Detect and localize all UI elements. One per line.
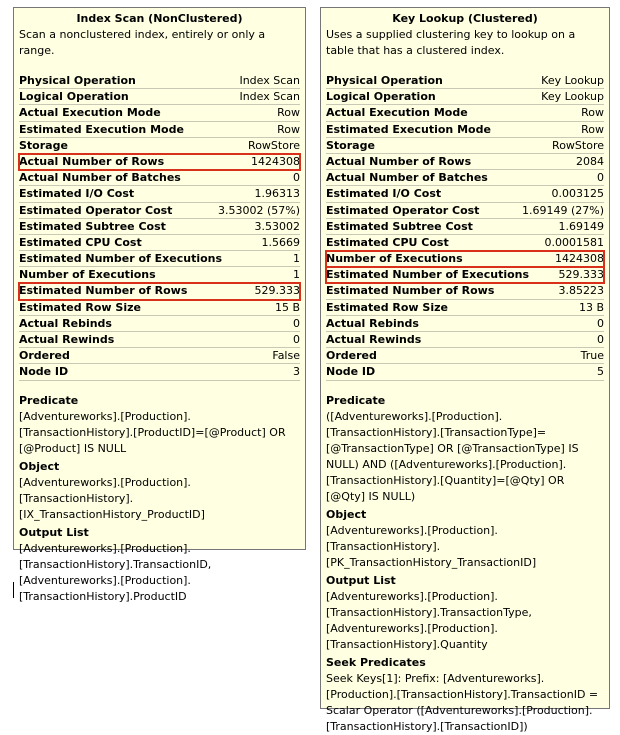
property-label: Estimated Operator Cost bbox=[19, 203, 173, 217]
property-value: RowStore bbox=[248, 138, 300, 152]
detail-section bbox=[19, 459, 300, 523]
property-value: Row bbox=[277, 122, 300, 136]
property-row bbox=[326, 105, 604, 121]
text-cursor bbox=[13, 582, 14, 598]
index-scan-tooltip bbox=[13, 7, 306, 603]
property-row bbox=[326, 170, 604, 186]
property-value: 3.53002 bbox=[254, 219, 300, 233]
property-value: 3.53002 (57%) bbox=[217, 203, 300, 217]
property-row bbox=[19, 105, 300, 121]
property-value: 0 bbox=[597, 171, 604, 185]
property-label: Physical Operation bbox=[19, 74, 136, 87]
property-value: 529.333 bbox=[558, 268, 604, 282]
section-text: [Adventureworks].[Production].[TransactionHistory].TransactionID, [Adventureworks].[Production].[TransactionHistory].ProductID bbox=[19, 541, 212, 603]
property-value: 1.69149 (27%) bbox=[521, 203, 604, 217]
property-row bbox=[326, 122, 604, 138]
detail-sections bbox=[19, 393, 300, 605]
property-label: Ordered bbox=[326, 349, 377, 363]
property-label: Storage bbox=[19, 138, 68, 152]
property-label: Estimated Number of Rows bbox=[326, 284, 495, 298]
property-label: Actual Rewinds bbox=[326, 333, 422, 346]
property-label: Estimated I/O Cost bbox=[19, 187, 135, 201]
property-row bbox=[19, 300, 300, 316]
property-row bbox=[19, 219, 300, 235]
property-row bbox=[326, 73, 604, 89]
property-label: Actual Rebinds bbox=[19, 316, 112, 330]
property-label: Ordered bbox=[19, 349, 70, 363]
property-row bbox=[19, 251, 300, 267]
tooltip-description: Scan a nonclustered index, entirely or only a range. bbox=[19, 28, 266, 57]
property-value: 0 bbox=[597, 333, 604, 346]
property-label: Estimated Number of Executions bbox=[326, 268, 530, 282]
property-value: Key Lookup bbox=[541, 74, 604, 87]
property-label: Actual Number of Rows bbox=[19, 154, 165, 168]
section-heading: Object bbox=[19, 459, 60, 473]
property-label: Estimated I/O Cost bbox=[326, 187, 442, 201]
property-value: 15 B bbox=[274, 300, 300, 314]
section-text: [Adventureworks].[Production].[TransactionHistory].[IX_TransactionHistory_ProductID] bbox=[19, 475, 205, 521]
property-value: 1424308 bbox=[555, 252, 604, 266]
property-label: Estimated Number of Executions bbox=[19, 252, 223, 266]
property-row bbox=[326, 138, 604, 154]
property-label: Physical Operation bbox=[326, 74, 443, 87]
property-label: Estimated Subtree Cost bbox=[19, 219, 166, 233]
property-row bbox=[326, 203, 604, 219]
property-value: Index Scan bbox=[239, 90, 300, 104]
property-row bbox=[326, 186, 604, 202]
property-row bbox=[19, 122, 300, 138]
key-lookup-tooltip bbox=[320, 7, 610, 733]
property-value: True bbox=[580, 349, 604, 363]
property-row bbox=[326, 300, 604, 316]
property-label: Node ID bbox=[19, 365, 69, 379]
property-row bbox=[326, 251, 604, 267]
property-value: Row bbox=[581, 122, 604, 136]
property-row bbox=[326, 267, 604, 283]
section-text: ([Adventureworks].[Production].[TransactionHistory].[TransactionType]=[@TransactionType] OR [@TransactionType] IS NULL) AND ([Adventureworks].[Production].[TransactionHistory].[Quantity]=[@Qty] OR [@Qty] IS NULL) bbox=[326, 409, 579, 503]
property-value: 529.333 bbox=[254, 284, 300, 298]
property-row bbox=[19, 364, 300, 380]
property-value: 13 B bbox=[578, 300, 604, 314]
property-row bbox=[326, 219, 604, 235]
property-row bbox=[326, 364, 604, 380]
property-value: 0.0001581 bbox=[544, 235, 604, 249]
section-text: [Adventureworks].[Production].[TransactionHistory].[PK_TransactionHistory_TransactionID] bbox=[326, 523, 537, 569]
property-label: Actual Rewinds bbox=[19, 333, 115, 346]
property-value: 0 bbox=[293, 171, 300, 185]
property-value: 1.69149 bbox=[558, 219, 604, 233]
property-row bbox=[19, 138, 300, 154]
property-row bbox=[19, 283, 300, 299]
property-value: 0 bbox=[597, 316, 604, 330]
property-value: 2084 bbox=[576, 154, 604, 168]
property-value: 1.96313 bbox=[254, 187, 300, 201]
property-value: 1424308 bbox=[251, 154, 300, 168]
tooltip-title: Key Lookup (Clustered) bbox=[392, 12, 538, 25]
property-row bbox=[326, 235, 604, 251]
property-row bbox=[19, 267, 300, 283]
property-label: Actual Execution Mode bbox=[326, 106, 468, 120]
section-text: [Adventureworks].[Production].[TransactionHistory].TransactionType, [Adventureworks].[Production].[TransactionHistory].Quantity bbox=[326, 589, 532, 651]
property-value: 1 bbox=[293, 268, 300, 282]
property-label: Storage bbox=[326, 138, 375, 152]
section-heading: Seek Predicates bbox=[326, 655, 426, 669]
detail-section bbox=[326, 507, 604, 571]
property-label: Actual Number of Rows bbox=[326, 154, 472, 168]
property-value: 0.003125 bbox=[551, 187, 604, 201]
property-list bbox=[326, 73, 604, 381]
section-text: [Adventureworks].[Production].[TransactionHistory].[ProductID]=[@Product] OR [@Product] IS NULL bbox=[19, 409, 286, 455]
section-text: Seek Keys[1]: Prefix: [Adventureworks].[Production].[TransactionHistory].TransactionID = Scalar Operator ([Adventureworks].[Production].[TransactionHistory].[TransactionID]) bbox=[326, 671, 599, 733]
property-list bbox=[19, 73, 300, 381]
section-heading: Predicate bbox=[19, 393, 79, 407]
property-row bbox=[19, 154, 300, 170]
property-label: Estimated CPU Cost bbox=[326, 235, 449, 249]
property-label: Estimated Number of Rows bbox=[19, 284, 188, 298]
detail-section bbox=[326, 655, 604, 735]
property-value: Row bbox=[277, 106, 300, 120]
property-label: Actual Number of Batches bbox=[326, 171, 488, 185]
section-heading: Output List bbox=[19, 525, 89, 539]
property-row bbox=[326, 283, 604, 299]
property-label: Estimated CPU Cost bbox=[19, 235, 142, 249]
property-value: 1.5669 bbox=[261, 235, 300, 249]
property-label: Estimated Row Size bbox=[326, 300, 448, 314]
property-row bbox=[19, 332, 300, 348]
property-row bbox=[19, 186, 300, 202]
property-label: Logical Operation bbox=[19, 90, 129, 104]
tooltip-title: Index Scan (NonClustered) bbox=[76, 12, 243, 25]
property-row bbox=[19, 348, 300, 364]
property-row bbox=[326, 348, 604, 364]
property-value: Index Scan bbox=[239, 74, 300, 87]
property-row bbox=[19, 203, 300, 219]
property-row bbox=[19, 235, 300, 251]
property-label: Estimated Row Size bbox=[19, 300, 141, 314]
property-row bbox=[326, 89, 604, 105]
detail-sections bbox=[326, 393, 604, 735]
property-value: 0 bbox=[293, 316, 300, 330]
detail-section bbox=[326, 573, 604, 653]
property-label: Actual Rebinds bbox=[326, 316, 419, 330]
property-label: Actual Number of Batches bbox=[19, 171, 181, 185]
property-value: Key Lookup bbox=[541, 90, 604, 104]
property-label: Estimated Operator Cost bbox=[326, 203, 480, 217]
property-label: Estimated Execution Mode bbox=[19, 122, 184, 136]
property-label: Estimated Subtree Cost bbox=[326, 219, 473, 233]
property-label: Estimated Execution Mode bbox=[326, 122, 491, 136]
property-value: 5 bbox=[597, 365, 604, 379]
property-label: Number of Executions bbox=[19, 268, 156, 282]
detail-section bbox=[19, 393, 300, 457]
property-row bbox=[19, 170, 300, 186]
property-row bbox=[19, 89, 300, 105]
property-row bbox=[19, 73, 300, 89]
property-row bbox=[326, 332, 604, 348]
section-heading: Object bbox=[326, 507, 367, 521]
property-row bbox=[326, 154, 604, 170]
property-row bbox=[326, 316, 604, 332]
tooltip-description: Uses a supplied clustering key to lookup on a table that has a clustered index. bbox=[326, 28, 576, 57]
section-heading: Output List bbox=[326, 573, 396, 587]
property-value: RowStore bbox=[552, 138, 604, 152]
property-label: Number of Executions bbox=[326, 252, 463, 266]
detail-section bbox=[326, 393, 604, 505]
property-label: Node ID bbox=[326, 365, 376, 379]
property-value: 1 bbox=[293, 252, 300, 266]
property-value: 3.85223 bbox=[558, 284, 604, 298]
property-value: Row bbox=[581, 106, 604, 120]
property-label: Actual Execution Mode bbox=[19, 106, 161, 120]
property-value: 3 bbox=[293, 365, 300, 379]
property-value: 0 bbox=[293, 333, 300, 346]
detail-section bbox=[19, 525, 300, 605]
property-row bbox=[19, 316, 300, 332]
section-heading: Predicate bbox=[326, 393, 386, 407]
property-label: Logical Operation bbox=[326, 90, 436, 104]
property-value: False bbox=[272, 349, 300, 363]
